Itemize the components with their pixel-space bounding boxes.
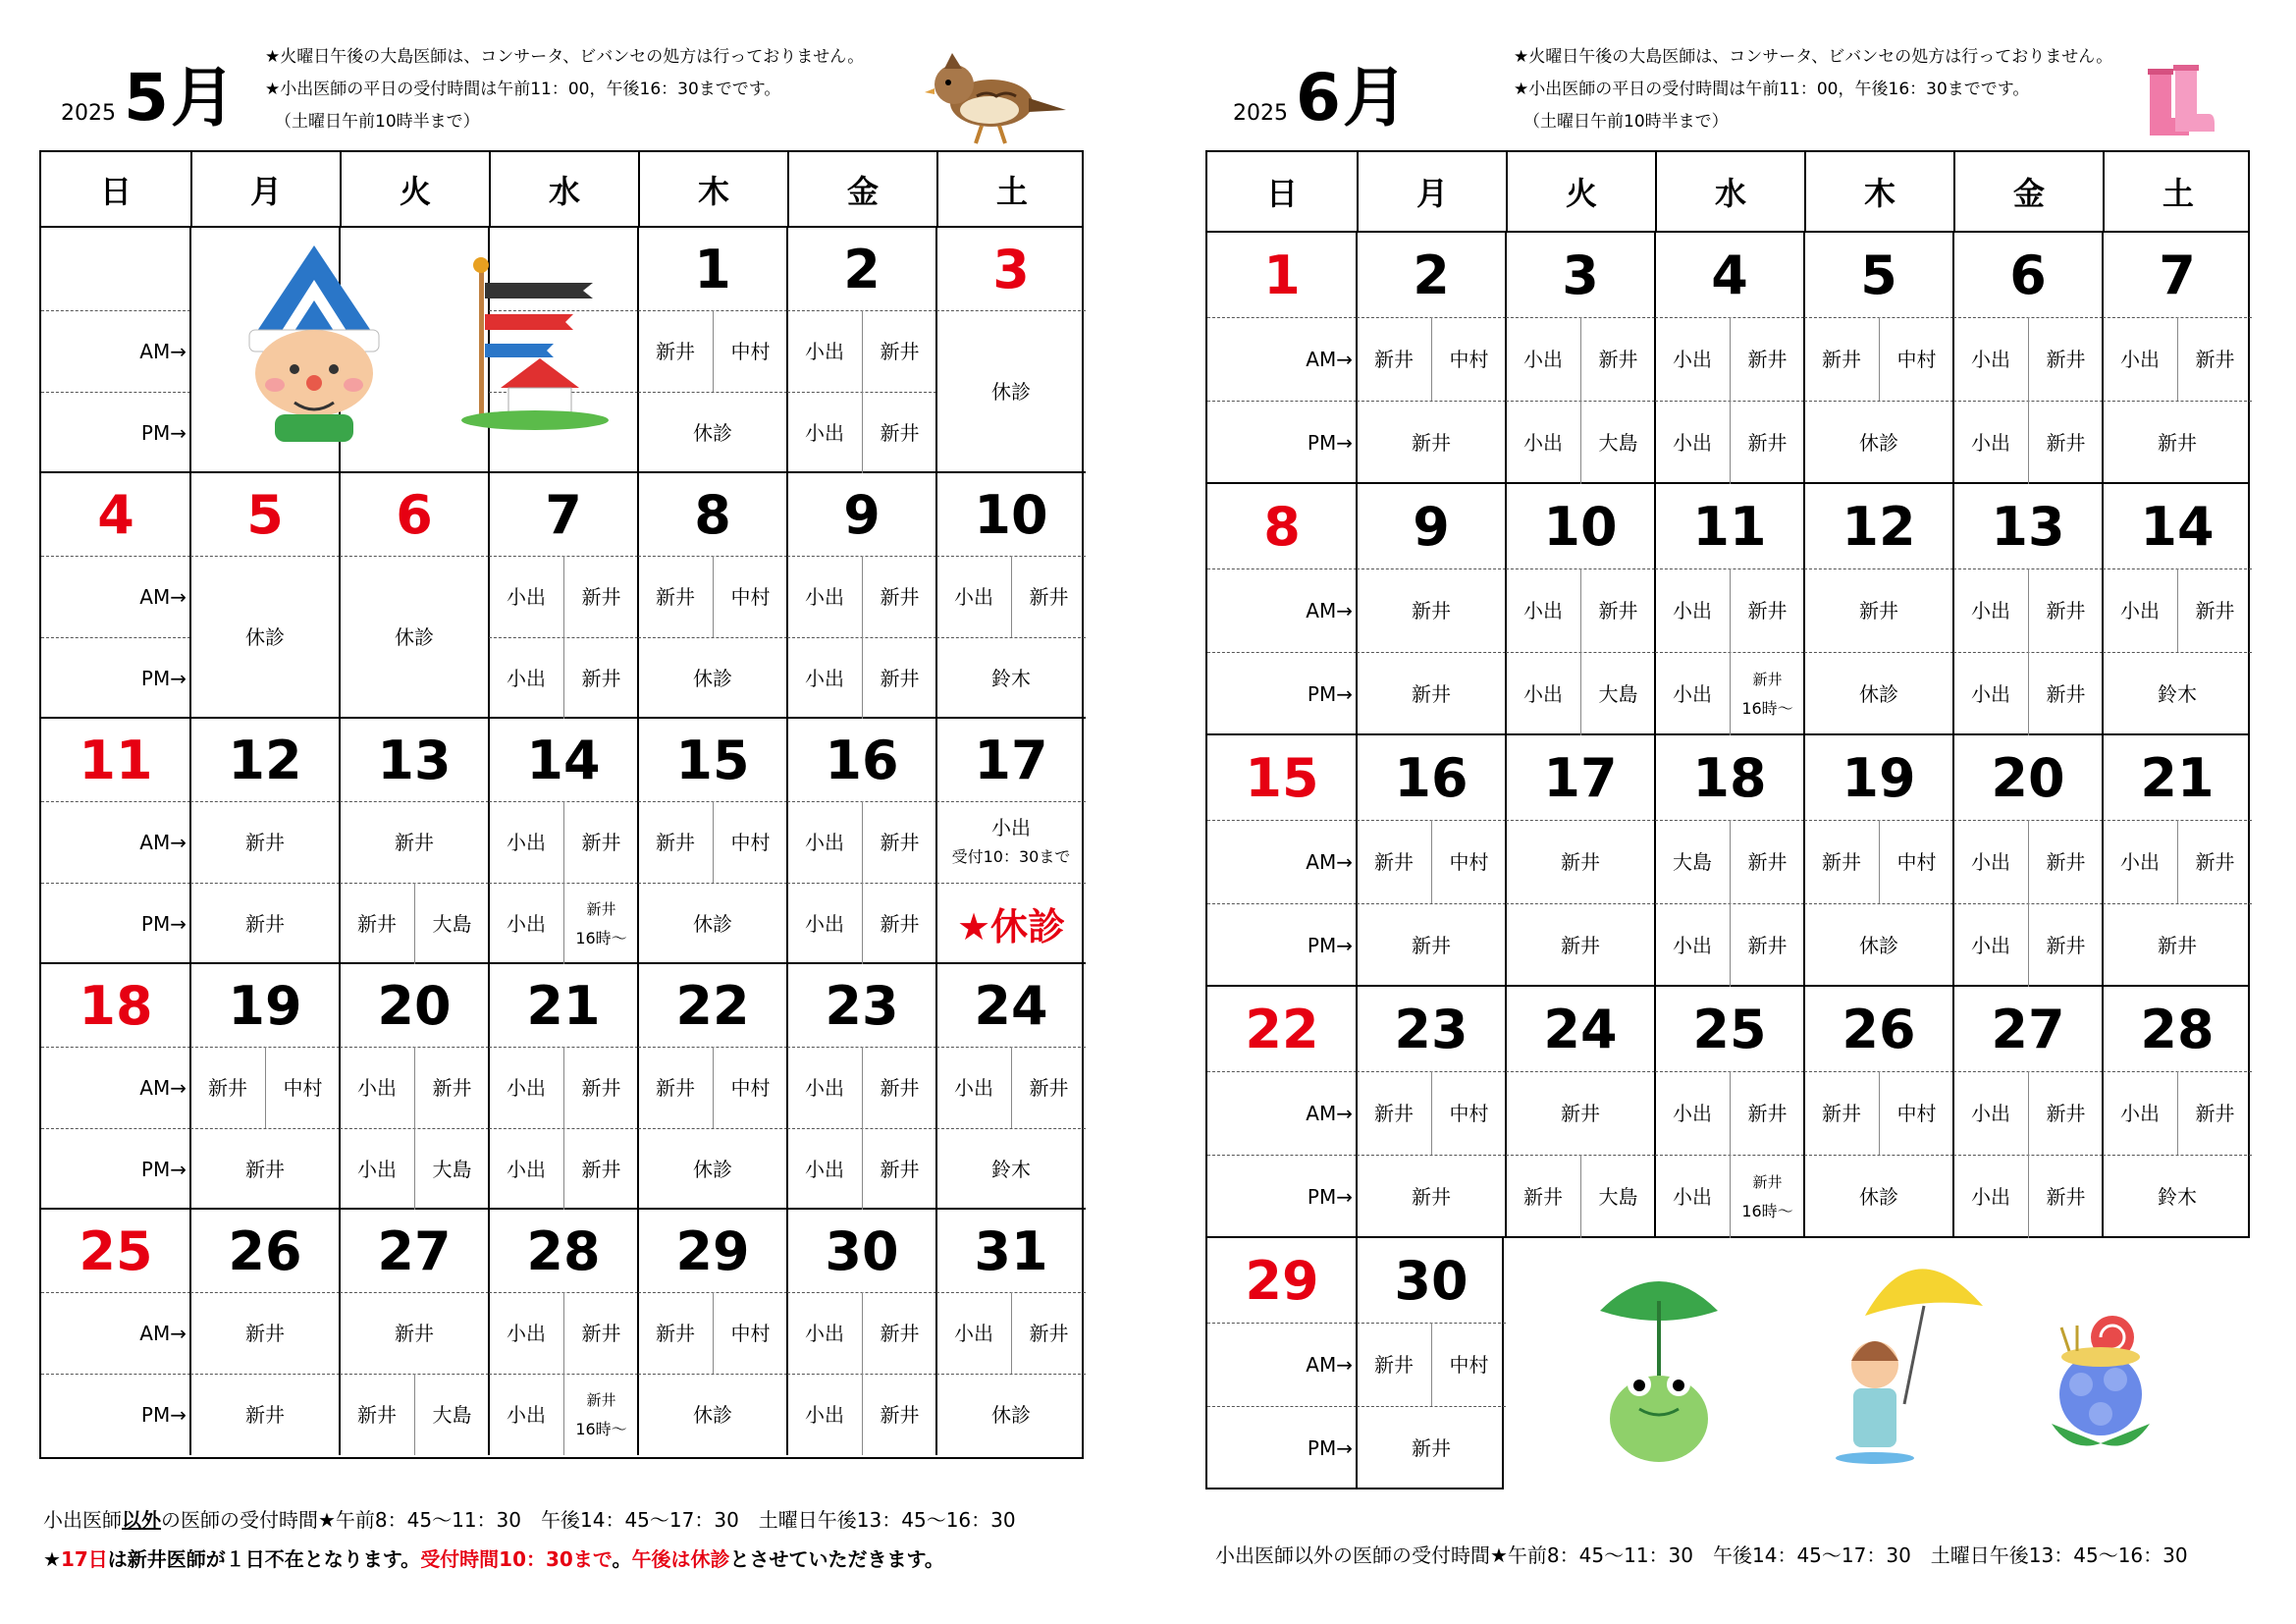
day-number: 13 — [1991, 495, 2065, 558]
pm-doctor: 新井 — [862, 637, 936, 719]
am-doctor: 大島 — [1673, 849, 1712, 874]
pm-doctor: 鈴木 — [2158, 1184, 2197, 1209]
pm-doctor: 小出 — [1971, 933, 2010, 957]
pm-label: PM→ — [1307, 681, 1353, 706]
doctor-name: 新井 — [586, 899, 616, 918]
pm-doctor: 新井 — [2028, 903, 2103, 987]
am-doctor: 中村 — [1431, 317, 1506, 401]
day-number: 10 — [974, 483, 1048, 546]
pm-doctor: 小出 — [805, 420, 844, 445]
pm-doctor: 新井 — [1730, 401, 1804, 484]
year-label: 2025 — [1233, 101, 1288, 126]
doctor-name: 新井 — [1752, 1172, 1783, 1191]
day-number: 1 — [694, 238, 731, 300]
pm-doctor: 小出 — [805, 911, 844, 936]
pm-doctor: 小出 — [1971, 681, 2010, 706]
day-number: 4 — [97, 483, 134, 546]
pm-doctor: 休診 — [693, 420, 732, 445]
pm-doctor: 休診 — [1859, 430, 1898, 455]
am-doctor: 新井 — [245, 830, 285, 854]
weekday-header-row — [1205, 150, 2250, 233]
pm-doctor: 新井 — [245, 911, 285, 936]
frog-leaf-icon — [1590, 1262, 1728, 1478]
day-number: 9 — [1413, 495, 1450, 558]
am-doctor: 新井 — [2028, 317, 2103, 401]
am-doctor: 小出 — [507, 1321, 546, 1345]
time-note: 16時～ — [575, 928, 627, 947]
pm-label: PM→ — [140, 420, 187, 445]
pm-doctor: ★休診 — [956, 905, 1066, 948]
day-number: 31 — [974, 1219, 1048, 1282]
am-doctor: 新井 — [862, 1292, 936, 1374]
month-title: 6月 — [1296, 60, 1410, 135]
pm-doctor: 休診 — [1859, 681, 1898, 706]
day-number: 3 — [1562, 244, 1599, 306]
day-number: 6 — [2009, 244, 2047, 306]
pm-doctor: 小出 — [507, 666, 546, 690]
day-number: 7 — [2159, 244, 2196, 306]
day-number: 27 — [1991, 998, 2065, 1060]
day-number: 22 — [675, 974, 750, 1037]
am-doctor: 新井 — [2177, 820, 2252, 903]
am-doctor: 中村 — [713, 1047, 787, 1128]
day-number: 11 — [79, 729, 153, 791]
pm-doctor: 小出 — [1673, 681, 1712, 706]
girl-umbrella-icon — [1816, 1247, 1993, 1473]
week-row — [1205, 735, 2250, 987]
day-number: 2 — [843, 238, 881, 300]
pm-doctor: 大島 — [414, 1128, 489, 1210]
am-doctor: 中村 — [713, 556, 787, 637]
am-label: AM→ — [139, 830, 187, 854]
pm-doctor: 新井 — [1412, 430, 1451, 455]
am-doctor: 小出 — [507, 1075, 546, 1100]
am-doctor: 新井 — [563, 801, 638, 883]
pm-doctor: 小出 — [357, 1157, 397, 1181]
am-doctor: 新井 — [1580, 568, 1655, 652]
doctor-name: 新井 — [1752, 670, 1783, 688]
am-doctor: 小出 — [2120, 347, 2160, 371]
pm-doctor: 新井 — [2028, 1155, 2103, 1238]
day-number: 24 — [974, 974, 1048, 1037]
am-doctor: 新井 — [2177, 568, 2252, 652]
pm-label: PM→ — [140, 666, 187, 690]
june-footer-hours: 小出医師以外の医師の受付時間★午前8：45～11：30 午後14：45～17：30 土曜日午後13：45～16：30 — [1215, 1543, 2188, 1567]
pm-doctor: 小出 — [805, 1402, 844, 1427]
am-doctor: 新井 — [656, 339, 695, 363]
sparrow-icon — [923, 49, 1070, 147]
am-doctor: 小出 — [805, 584, 844, 609]
am-doctor: 新井 — [1822, 1101, 1861, 1125]
pm-doctor: 新井 — [563, 1128, 638, 1210]
day-number: 25 — [79, 1219, 153, 1282]
day-number: 20 — [1991, 746, 2065, 809]
weekday-4: 木 — [1804, 152, 1953, 231]
day-number: 7 — [545, 483, 582, 546]
weekday-0: 日 — [99, 172, 132, 210]
am-doctor: 中村 — [265, 1047, 340, 1128]
pm-doctor: 新井 — [357, 911, 397, 936]
day-number: 14 — [526, 729, 601, 791]
pm-doctor: 鈴木 — [991, 666, 1031, 690]
am-doctor: 新井 — [862, 310, 936, 392]
day-number: 22 — [1245, 998, 1319, 1060]
pm-doctor: 大島 — [1580, 1155, 1655, 1238]
weekday-2: 火 — [1506, 152, 1655, 231]
day-number: 18 — [79, 974, 153, 1037]
week-row — [41, 1210, 1086, 1455]
am-doctor: 小出 — [1673, 347, 1712, 371]
doctor-name: 小出 — [991, 815, 1031, 839]
am-doctor: 新井 — [1374, 347, 1414, 371]
am-label: AM→ — [139, 1321, 187, 1345]
day-number: 29 — [675, 1219, 750, 1282]
am-doctor — [936, 801, 1086, 883]
day-number: 18 — [1692, 746, 1767, 809]
am-doctor: 新井 — [1730, 568, 1804, 652]
am-doctor: 小出 — [805, 1321, 844, 1345]
may-footer-hours: 小出医師以外の医師の受付時間★午前8：45～11：30 午後14：45～17：30 土曜日午後13：45～16：30 — [43, 1508, 1016, 1532]
am-doctor: 中村 — [713, 1292, 787, 1374]
pm-label: PM→ — [1307, 1184, 1353, 1209]
am-label: AM→ — [1306, 849, 1353, 874]
am-doctor: 新井 — [862, 556, 936, 637]
weekday-header-row — [41, 152, 1082, 228]
pm-doctor: 小出 — [507, 1402, 546, 1427]
am-doctor: 小出 — [805, 1075, 844, 1100]
am-doctor: 小出 — [1673, 598, 1712, 623]
pm-doctor: 新井 — [1412, 933, 1451, 957]
am-doctor: 新井 — [1412, 598, 1451, 623]
pm-doctor: 新井 — [1412, 1184, 1451, 1209]
pm-doctor: 大島 — [1580, 401, 1655, 484]
am-doctor: 新井 — [656, 1321, 695, 1345]
pm-doctor: 新井 — [1523, 1184, 1563, 1209]
pm-doctor: 新井 — [245, 1402, 285, 1427]
am-doctor: 新井 — [1011, 1047, 1086, 1128]
day-number: 23 — [1394, 998, 1468, 1060]
am-label: AM→ — [1306, 598, 1353, 623]
weekday-2: 火 — [340, 152, 489, 226]
pm-label: PM→ — [140, 1157, 187, 1181]
pm-doctor: 小出 — [1673, 1184, 1712, 1209]
am-doctor: 新井 — [1561, 1101, 1600, 1125]
day-number: 12 — [228, 729, 302, 791]
day-number: 17 — [1543, 746, 1618, 809]
weekday-3: 水 — [489, 152, 638, 226]
am-doctor: 小出 — [805, 339, 844, 363]
pm-label: PM→ — [1307, 1435, 1353, 1460]
am-doctor: 中村 — [1879, 1071, 1953, 1155]
am-doctor: 小出 — [954, 1075, 993, 1100]
doctor-name: 新井 — [586, 1390, 616, 1409]
pm-doctor: 新井 — [2028, 401, 2103, 484]
am-doctor: 小出 — [2120, 598, 2160, 623]
day-number: 20 — [377, 974, 452, 1037]
day-number: 4 — [1711, 244, 1748, 306]
day-number: 30 — [825, 1219, 899, 1282]
day-number: 14 — [2140, 495, 2215, 558]
day-number: 3 — [992, 238, 1030, 300]
am-doctor: 新井 — [563, 1292, 638, 1374]
pm-doctor: 鈴木 — [2158, 681, 2197, 706]
pm-doctor: 新井 — [862, 392, 936, 473]
day-number: 19 — [1842, 746, 1916, 809]
am-doctor: 休診 — [245, 625, 285, 649]
am-doctor: 新井 — [245, 1321, 285, 1345]
am-doctor: 小出 — [1523, 347, 1563, 371]
day-number: 6 — [396, 483, 433, 546]
pm-doctor — [1730, 1155, 1804, 1238]
koinobori-icon — [461, 255, 609, 432]
day-number: 27 — [377, 1219, 452, 1282]
am-doctor: 新井 — [656, 1075, 695, 1100]
week-row — [41, 719, 1086, 964]
day-number: 12 — [1842, 495, 1916, 558]
year-label: 2025 — [61, 101, 116, 126]
am-label: AM→ — [139, 584, 187, 609]
day-number: 1 — [1263, 244, 1301, 306]
am-label: AM→ — [1306, 1101, 1353, 1125]
pm-doctor: 新井 — [862, 1128, 936, 1210]
day-number: 23 — [825, 974, 899, 1037]
am-doctor: 新井 — [2028, 1071, 2103, 1155]
weekday-3: 水 — [1655, 152, 1804, 231]
day-number: 9 — [843, 483, 881, 546]
am-doctor: 中村 — [1431, 1323, 1506, 1406]
day-number: 15 — [675, 729, 750, 791]
am-doctor: 中村 — [1879, 317, 1953, 401]
am-doctor: 新井 — [1580, 317, 1655, 401]
weekday-1: 月 — [190, 152, 340, 226]
pm-doctor: 休診 — [1859, 1184, 1898, 1209]
pm-doctor: 新井 — [563, 637, 638, 719]
pm-doctor: 小出 — [805, 1157, 844, 1181]
am-doctor: 新井 — [1374, 1101, 1414, 1125]
pm-doctor: 新井 — [1561, 933, 1600, 957]
am-doctor: 新井 — [1730, 820, 1804, 903]
pm-doctor: 大島 — [1580, 652, 1655, 735]
am-doctor: 新井 — [1561, 849, 1600, 874]
am-doctor: 新井 — [208, 1075, 247, 1100]
day-number: 19 — [228, 974, 302, 1037]
am-doctor: 小出 — [2120, 1101, 2160, 1125]
am-doctor: 新井 — [414, 1047, 489, 1128]
day-number: 25 — [1692, 998, 1767, 1060]
am-doctor: 小出 — [1523, 598, 1563, 623]
am-doctor: 小出 — [954, 584, 993, 609]
day-number: 8 — [1263, 495, 1301, 558]
am-doctor: 新井 — [1374, 1352, 1414, 1377]
month-title: 5月 — [124, 60, 238, 135]
time-note: 16時～ — [575, 1419, 627, 1438]
week-row — [1205, 484, 2250, 735]
pm-doctor: 小出 — [1673, 933, 1712, 957]
am-doctor: 中村 — [713, 801, 787, 883]
pm-doctor: 小出 — [507, 911, 546, 936]
pm-doctor: 大島 — [414, 883, 489, 964]
day-number: 5 — [246, 483, 284, 546]
weekday-4: 木 — [638, 152, 787, 226]
am-doctor: 新井 — [1011, 1292, 1086, 1374]
day-number: 15 — [1245, 746, 1319, 809]
am-label: AM→ — [1306, 347, 1353, 371]
notice-text: ★火曜日午後の大島医師は、コンサータ、ビバンセの処方は行っておりません。 ★小出医師の平日の受付時間は午前11：00，午後16：30までです。 （土曜日午前10時半まで） — [265, 47, 865, 132]
am-doctor: 新井 — [1374, 849, 1414, 874]
pm-doctor: 小出 — [1523, 430, 1563, 455]
day-number: 10 — [1543, 495, 1618, 558]
week-row — [41, 964, 1086, 1210]
day-number: 29 — [1245, 1249, 1319, 1312]
day-number: 5 — [1860, 244, 1897, 306]
time-note: 16時～ — [1741, 1201, 1793, 1220]
week-row — [1205, 233, 2250, 484]
am-doctor: 小出 — [1971, 598, 2010, 623]
weekday-0: 日 — [1265, 175, 1298, 212]
pm-doctor: 新井 — [1412, 1435, 1451, 1460]
pm-doctor: 大島 — [414, 1374, 489, 1455]
pm-doctor: 新井 — [2158, 430, 2197, 455]
time-note: 受付10：30まで — [951, 846, 1071, 866]
am-doctor: 新井 — [395, 1321, 434, 1345]
pm-doctor — [1730, 652, 1804, 735]
am-label: AM→ — [1306, 1352, 1353, 1377]
notice-text: ★火曜日午後の大島医師は、コンサータ、ビバンセの処方は行っておりません。 ★小出医師の平日の受付時間は午前11：00，午後16：30までです。 （土曜日午前10時半まで） — [1514, 47, 2113, 132]
weekday-6: 土 — [2103, 152, 2252, 231]
pm-doctor: 新井 — [2028, 652, 2103, 735]
pm-doctor: 休診 — [693, 1402, 732, 1427]
day-number: 8 — [694, 483, 731, 546]
am-doctor: 小出 — [2120, 849, 2160, 874]
day-number: 26 — [1842, 998, 1916, 1060]
am-doctor: 新井 — [395, 830, 434, 854]
am-doctor: 新井 — [1822, 849, 1861, 874]
am-doctor: 休診 — [991, 380, 1031, 404]
am-doctor: 新井 — [1730, 1071, 1804, 1155]
pm-doctor: 小出 — [1673, 430, 1712, 455]
rain-boots-icon — [2140, 61, 2218, 139]
week-row — [41, 473, 1086, 719]
am-doctor: 中村 — [1431, 1071, 1506, 1155]
pm-doctor: 鈴木 — [991, 1157, 1031, 1181]
week-row — [1205, 987, 2250, 1238]
am-doctor: 中村 — [1431, 820, 1506, 903]
pm-doctor: 小出 — [507, 1157, 546, 1181]
am-doctor: 中村 — [1879, 820, 1953, 903]
day-number: 28 — [2140, 998, 2215, 1060]
am-doctor: 新井 — [1822, 347, 1861, 371]
am-doctor: 新井 — [563, 1047, 638, 1128]
day-number: 30 — [1394, 1249, 1468, 1312]
am-doctor: 休診 — [395, 625, 434, 649]
pm-doctor: 小出 — [1971, 1184, 2010, 1209]
day-number: 2 — [1413, 244, 1450, 306]
pm-doctor: 新井 — [1730, 903, 1804, 987]
pm-doctor — [563, 1374, 638, 1455]
am-doctor: 新井 — [2177, 317, 2252, 401]
pm-doctor: 小出 — [805, 666, 844, 690]
am-doctor: 小出 — [357, 1075, 397, 1100]
pm-doctor: 休診 — [693, 1157, 732, 1181]
weekday-5: 金 — [787, 152, 936, 226]
weekday-1: 月 — [1357, 152, 1506, 231]
day-number: 28 — [526, 1219, 601, 1282]
day-number: 21 — [2140, 746, 2215, 809]
am-doctor: 新井 — [1859, 598, 1898, 623]
pm-doctor: 新井 — [357, 1402, 397, 1427]
day-number: 17 — [974, 729, 1048, 791]
am-doctor: 小出 — [1673, 1101, 1712, 1125]
am-doctor: 新井 — [656, 830, 695, 854]
pm-doctor: 小出 — [1971, 430, 2010, 455]
am-label: AM→ — [139, 1075, 187, 1100]
am-doctor: 新井 — [2028, 568, 2103, 652]
weekday-6: 土 — [936, 152, 1086, 226]
am-doctor: 小出 — [1971, 1101, 2010, 1125]
am-label: AM→ — [139, 339, 187, 363]
day-number: 11 — [1692, 495, 1767, 558]
pm-doctor: 休診 — [991, 1402, 1031, 1427]
pm-doctor: 休診 — [693, 666, 732, 690]
pm-label: PM→ — [140, 911, 187, 936]
day-number: 16 — [1394, 746, 1468, 809]
am-doctor: 新井 — [563, 556, 638, 637]
pm-doctor: 小出 — [1523, 681, 1563, 706]
pm-doctor — [563, 883, 638, 964]
am-doctor: 新井 — [862, 801, 936, 883]
day-number: 16 — [825, 729, 899, 791]
pm-label: PM→ — [1307, 933, 1353, 957]
am-doctor: 小出 — [507, 830, 546, 854]
am-doctor: 新井 — [656, 584, 695, 609]
pm-doctor: 休診 — [1859, 933, 1898, 957]
day-number: 13 — [377, 729, 452, 791]
pm-label: PM→ — [140, 1402, 187, 1427]
am-doctor: 小出 — [507, 584, 546, 609]
day-number: 26 — [228, 1219, 302, 1282]
am-doctor: 小出 — [805, 830, 844, 854]
pm-label: PM→ — [1307, 430, 1353, 455]
pm-doctor: 新井 — [862, 883, 936, 964]
pm-doctor: 新井 — [2158, 933, 2197, 957]
am-doctor: 新井 — [2177, 1071, 2252, 1155]
weekday-5: 金 — [1953, 152, 2103, 231]
am-doctor: 中村 — [713, 310, 787, 392]
pm-doctor: 新井 — [862, 1374, 936, 1455]
week-row — [1205, 1238, 1504, 1489]
am-doctor: 新井 — [1011, 556, 1086, 637]
time-note: 16時～ — [1741, 698, 1793, 718]
day-number: 21 — [526, 974, 601, 1037]
kabuto-boy-icon — [236, 236, 393, 442]
am-doctor: 新井 — [862, 1047, 936, 1128]
am-doctor: 小出 — [1971, 849, 2010, 874]
may-footer-notice: ★17日は新井医師が１日不在となります。受付時間10：30まで。午後は休診とさせていただきます。 — [43, 1547, 944, 1571]
am-doctor: 小出 — [954, 1321, 993, 1345]
pm-doctor: 新井 — [245, 1157, 285, 1181]
am-doctor: 新井 — [2028, 820, 2103, 903]
pm-doctor: 新井 — [1412, 681, 1451, 706]
day-number — [41, 228, 190, 310]
pm-doctor: 休診 — [693, 911, 732, 936]
snail-hydrangea-icon — [2042, 1267, 2160, 1473]
am-doctor: 新井 — [1730, 317, 1804, 401]
day-number: 24 — [1543, 998, 1618, 1060]
am-doctor: 小出 — [1971, 347, 2010, 371]
